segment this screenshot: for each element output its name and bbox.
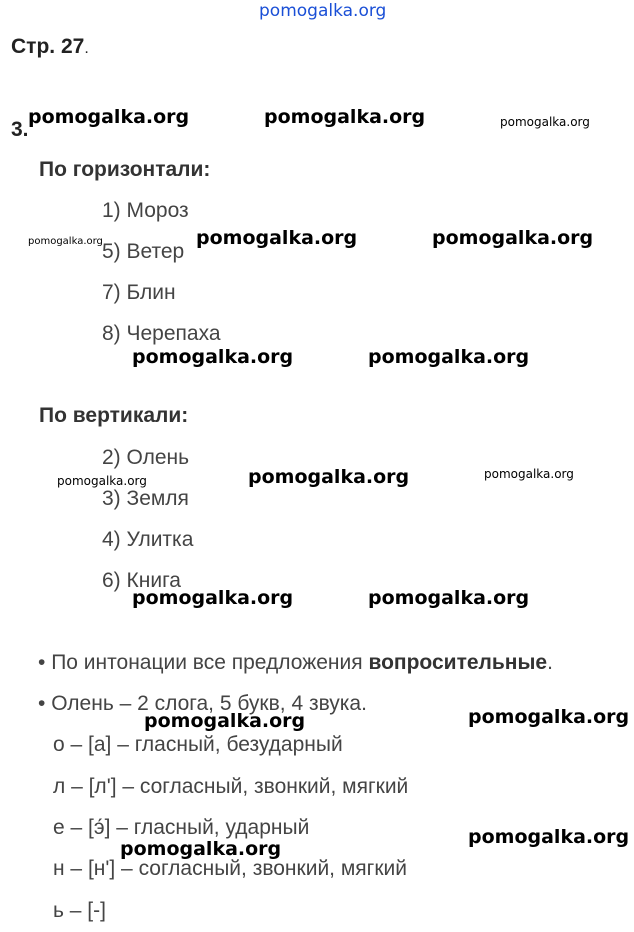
watermark: pomogalka.org [368,587,530,609]
bullet: • [38,651,46,674]
watermark: pomogalka.org [264,106,426,128]
task-number: 3. [11,118,29,141]
watermark: pomogalka.org [57,474,147,488]
horizontal-item: 5) Ветер [102,240,185,263]
analysis-line: ь – [-] [53,899,106,922]
horizontal-item: 1) Мороз [102,199,189,222]
vertical-item: 2) Олень [102,446,190,469]
analysis-line: н – [н'] – согласный, звонкий, мягкий [53,857,407,880]
intonation-line [38,652,553,673]
horizontal-item: 8) Черепаха [102,322,221,345]
analysis-line: л – [л'] – согласный, звонкий, мягкий [53,775,409,798]
watermark: pomogalka.org [144,710,306,732]
page-label-dot: . [84,40,89,57]
watermark: pomogalka.org [468,706,630,728]
horizontal-heading: По горизонтали: [39,158,211,181]
watermark: pomogalka.org [468,826,630,848]
page-label [11,36,89,57]
watermark: pomogalka.org [120,838,282,860]
bullet: • [38,692,46,715]
watermark-top: pomogalka.org [259,1,387,21]
vertical-heading: По вертикали: [39,404,189,427]
watermark: pomogalka.org [196,227,358,249]
watermark: pomogalka.org [500,115,590,129]
intonation-text: По интонации все предложения [51,651,369,674]
analysis-line: е – [э́] – гласный, ударный [53,816,310,839]
analysis-line: о – [а] – гласный, безударный [53,733,343,756]
analysis-summary-text: Олень – 2 слога, 5 букв, 4 звука. [51,692,367,715]
page-label-text: Стр. 27 [11,35,85,58]
intonation-bold: вопросительные [368,651,548,674]
vertical-item: 3) Земля [102,487,189,510]
watermark: pomogalka.org [28,236,103,247]
watermark: pomogalka.org [28,106,190,128]
vertical-item: 6) Книга [102,569,181,592]
vertical-item: 4) Улитка [102,528,194,551]
watermark: pomogalka.org [484,467,574,481]
watermark: pomogalka.org [132,346,294,368]
watermark: pomogalka.org [432,227,594,249]
intonation-end: . [547,651,553,674]
horizontal-item: 7) Блин [102,281,176,304]
watermark: pomogalka.org [248,466,410,488]
watermark: pomogalka.org [368,346,530,368]
watermark: pomogalka.org [132,587,294,609]
